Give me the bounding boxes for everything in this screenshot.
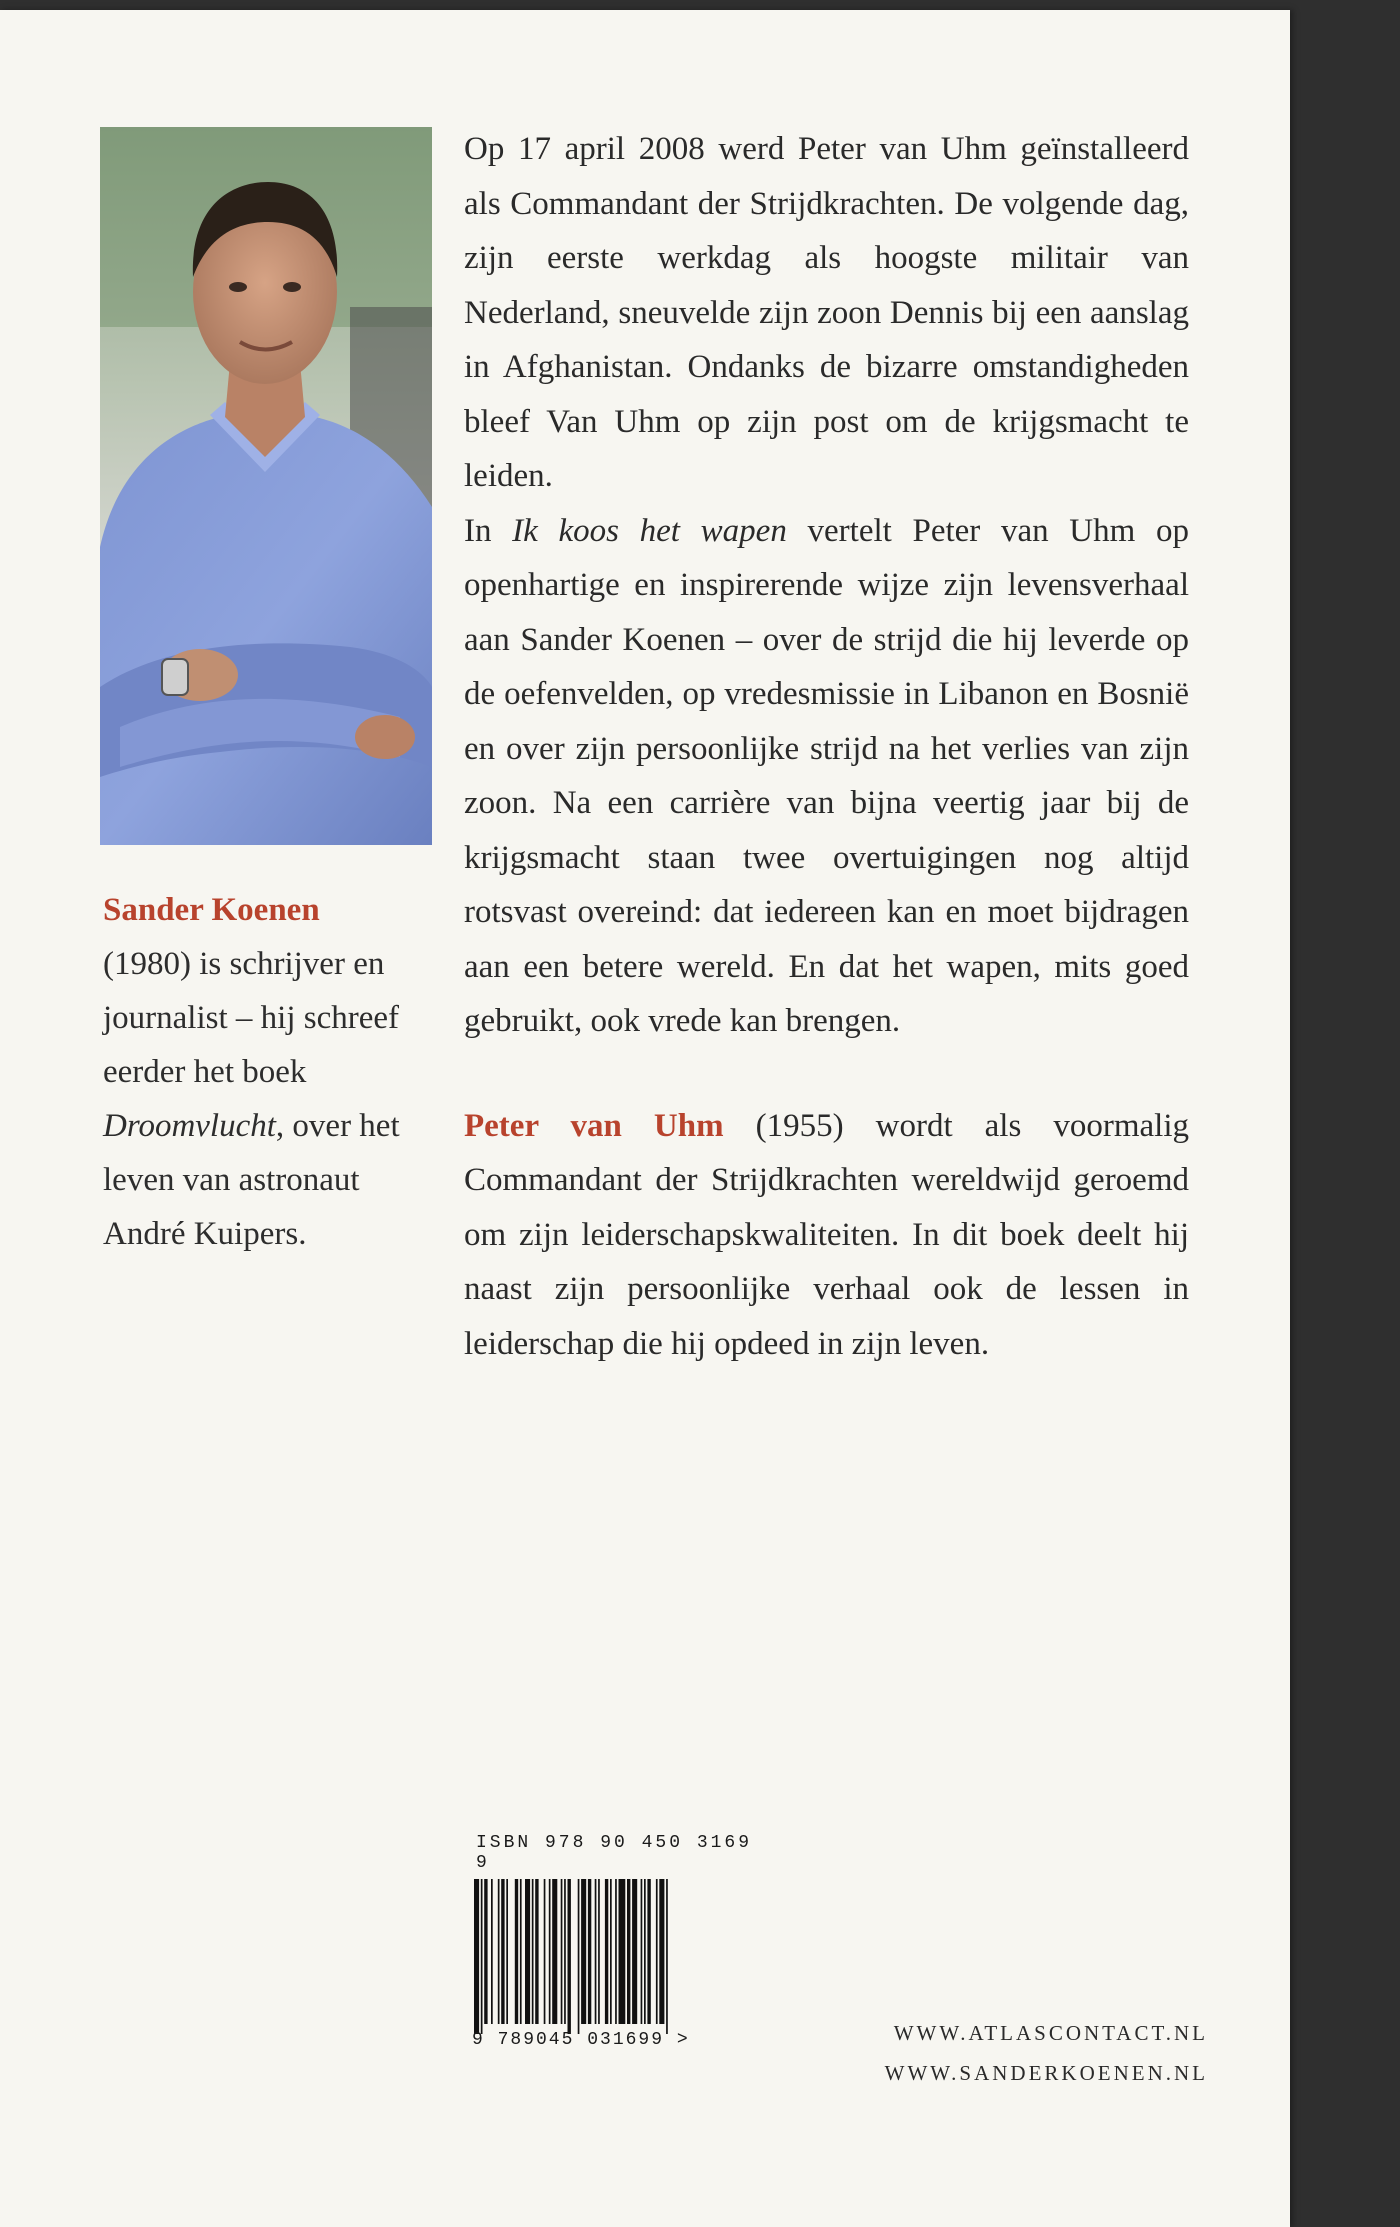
websites	[808, 2013, 1208, 2093]
barcode-icon	[472, 1879, 752, 2034]
barcode-bar	[588, 1879, 591, 2024]
author-previous-book-title: Droomvlucht	[103, 1108, 276, 1144]
barcode-bar	[656, 1879, 658, 2024]
barcode-bar	[561, 1879, 563, 2024]
barcode-bar	[498, 1879, 500, 2024]
author-photo	[100, 127, 432, 845]
subject-name: Peter van Uhm	[464, 1107, 724, 1144]
barcode-bar	[474, 1879, 479, 2034]
subject-bio-text: (1955) wordt als voormalig Commandant der Strijdkrachten wereldwijd geroemd om zijn leiderschapskwaliteiten. In dit boek deelt hij naast zijn persoonlijke verhaal ook de lessen in leiderschap die hij opdeed in zijn leven.	[464, 1107, 1189, 1362]
website-atlascontact[interactable]: WWW.ATLASCONTACT.NL	[893, 2021, 1208, 2045]
barcode-bar	[484, 1879, 487, 2024]
barcode-bar	[568, 1879, 571, 2034]
barcode-bar	[491, 1879, 493, 2024]
barcode-bar	[610, 1879, 612, 2024]
author-bio-text-2: , over het leven van astronaut André Kuipers.	[103, 1108, 400, 1252]
barcode-bar	[501, 1879, 504, 2024]
website-sanderkoenen[interactable]: WWW.SANDERKOENEN.NL	[884, 2061, 1208, 2085]
barcode-bar	[564, 1879, 566, 2024]
barcode-bar	[666, 1879, 668, 2034]
book-blurb	[464, 122, 1189, 1371]
isbn-barcode-block	[472, 1833, 762, 2050]
barcode-bar	[515, 1879, 518, 2024]
subject-bio	[464, 1099, 1189, 1372]
blurb-paragraph-2	[464, 504, 1189, 1049]
barcode-bar	[605, 1879, 608, 2024]
barcode-bar	[581, 1879, 586, 2024]
author-bio	[103, 883, 443, 1261]
barcode-bar	[481, 1879, 483, 2034]
blurb-paragraph-2-rest: vertelt Peter van Uhm op openhartige en inspirerende wijze zijn levensverhaal aan Sander Koenen – over de strijd die hij leverde op de oefenvelden, op vredesmissie in Libanon en Bosnië en over zijn persoonlijke strijd na het verlies van zijn zoon. Na een carrière van bijna veertig jaar bij de krijgsmacht staan twee overtuigingen nog altijd rotsvast overeind: dat iedereen kan en moet bijdragen aan een betere wereld. En dat het wapen, mits goed gebruikt, ook vrede kan brengen.	[464, 512, 1189, 1039]
barcode-bar	[619, 1879, 626, 2024]
blurb-paragraph-1: Op 17 april 2008 werd Peter van Uhm geïnstalleerd als Commandant der Strijdkrachten. De volgende dag, zijn eerste werkdag als hoogste militair van Nederland, sneuvelde zijn zoon Dennis bij een aanslag in Afghanistan. Ondanks de bizarre omstandigheden bleef Van Uhm op zijn post om de krijgsmacht te leiden.	[464, 131, 1189, 494]
barcode-bar	[627, 1879, 630, 2024]
barcode-bar	[647, 1879, 650, 2024]
barcode-bar	[578, 1879, 580, 2034]
author-name: Sander Koenen	[103, 892, 320, 928]
barcode-bar	[632, 1879, 637, 2024]
author-bio-text-1: (1980) is schrijver en journalist – hij schreef eerder het boek	[103, 946, 400, 1090]
barcode-bar	[544, 1879, 546, 2024]
barcode-bar	[506, 1879, 508, 2024]
barcode-bar	[535, 1879, 538, 2024]
barcode-bar	[641, 1879, 643, 2024]
book-back-cover	[0, 10, 1290, 2227]
barcode-bar	[615, 1879, 617, 2024]
barcode-digits: 9 789045 031699 >	[472, 2030, 690, 2050]
barcode-bar	[532, 1879, 534, 2024]
barcode-bar	[598, 1879, 600, 2024]
barcode-bar	[552, 1879, 557, 2024]
author-portrait-illustration	[100, 127, 432, 845]
isbn-label: ISBN 978 90 450 3169 9	[476, 1833, 753, 1873]
barcode-bar	[520, 1879, 522, 2024]
barcode-bar	[525, 1879, 530, 2024]
barcode-bar	[549, 1879, 551, 2024]
barcode-bar	[644, 1879, 646, 2024]
book-title: Ik koos het wapen	[512, 512, 787, 549]
barcode-bar	[659, 1879, 664, 2024]
barcode-bar	[595, 1879, 597, 2024]
blurb-paragraph-2-intro: In	[464, 512, 513, 549]
